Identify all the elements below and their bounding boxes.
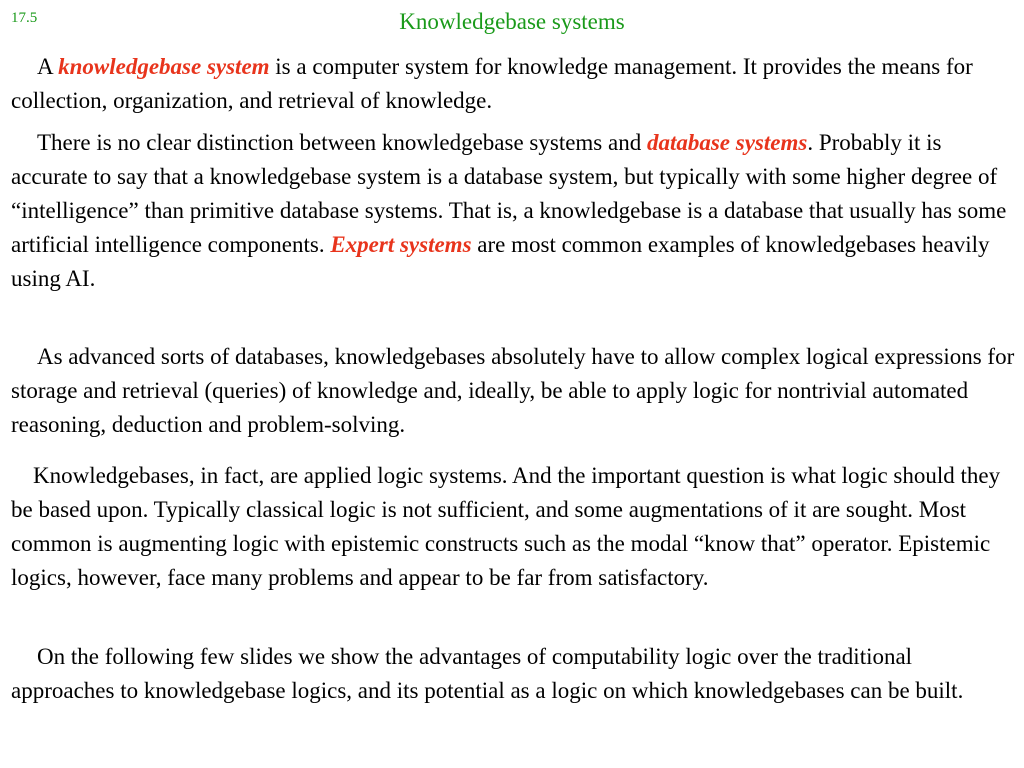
paragraph-distinction [11,126,1017,296]
paragraph-applied-logic-text: Knowledgebases, in fact, are applied logic systems. And the important question is what logic should they be based upon. Typically classical logic is not sufficient, and some augmentations of it are sought. Most common is augmenting logic with epistemic constructs such as the modal “know that” operator. Epistemic logics, however, face many problems and appear to be far from satisfactory. [11,463,1001,590]
paragraph-definition [11,50,1017,118]
paragraph-distinction-before: There is no clear distinction between knowledgebase systems and [37,130,647,155]
slide-number: 17.5 [11,10,38,26]
paragraph-distinction-after: are most common examples of knowledgebases heavily using AI. [11,232,990,291]
term-knowledgebase-system: knowledgebase system [58,54,270,79]
slide-title: Knowledgebase systems [399,9,625,34]
paragraph-distinction-middle: . Probably it is accurate to say that a knowledgebase system is a database system, but typically with some higher degree of “intelligence” than primitive database systems. That is, a knowledgebase is a database that usually has some artificial intelligence components. [11,130,1007,257]
paragraph-following-slides [11,640,1017,708]
paragraph-advanced-databases [11,340,1017,442]
paragraph-applied-logic [11,459,1017,595]
paragraph-following-slides-text: On the following few slides we show the advantages of computability logic over the traditional approaches to knowledgebase logics, and its potential as a logic on which knowledgebases can be built. [11,644,964,703]
paragraph-definition-text: is a computer system for knowledge management. It provides the means for collection, organization, and retrieval of knowledge. [11,54,973,113]
term-database-systems: database systems [646,130,808,155]
term-expert-systems: Expert systems [330,232,472,257]
paragraph-advanced-databases-text: As advanced sorts of databases, knowledgebases absolutely have to allow complex logical expressions for storage and retrieval (queries) of knowledge and, ideally, be able to apply logic for nontrivial automated reasoning, deduction and problem-solving. [11,344,1015,437]
paragraph-definition-article: A [37,54,53,79]
